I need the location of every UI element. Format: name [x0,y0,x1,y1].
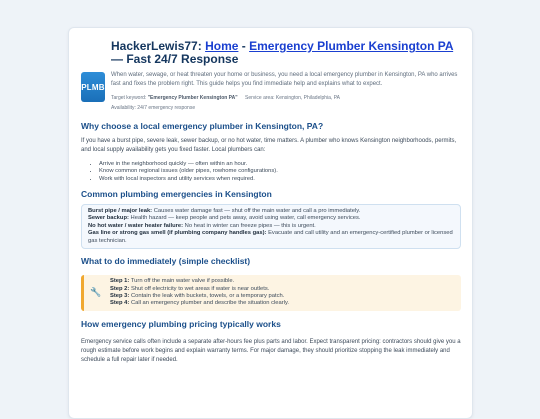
emergency-desc: Evacuate and call utility and an emergency-certified plumber or licensed gas technician. [88,230,453,244]
checklist-step [110,293,289,300]
step-text: Shut off electricity to wet areas if water is near outlets. [129,285,270,292]
service-area: Service area: Kensington, Philadelphia, PA [245,95,340,102]
page-title [111,40,461,66]
step-label: Step 4: [110,300,130,307]
emergency-item [88,208,454,215]
checklist-step [110,286,289,293]
section-heading: Why choose a local emergency plumber in Kensington, PA? [81,121,324,132]
plumbing-logo: PLMB [81,72,105,102]
emergency-term: Burst pipe / major leak: [88,208,153,215]
section-common [81,189,461,249]
checklist-step [110,300,289,307]
section-why [81,121,461,183]
title-rest: — Fast 24/7 Response [111,52,239,66]
section-heading: How emergency plumbing pricing typically works [81,318,281,329]
section-pricing [81,319,461,365]
step-label: Step 3: [110,292,130,299]
title-colon: : [197,39,206,53]
section-heading: What to do immediately (simple checklist) [81,256,251,267]
title-dash: - [238,39,250,53]
keyword-label: Target keyword: [111,95,147,102]
title-user: HackerLewis77 [111,39,198,53]
step-text: Call an emergency plumber and describe the situation clearly. [129,300,290,307]
emergency-item [88,230,454,245]
emergency-desc: No heat in winter can freeze pipes — this is urgent. [183,222,316,229]
meta-info [111,93,461,113]
article-card [68,27,473,419]
checklist-step [110,278,289,285]
step-text: Turn off the main water valve if possible. [129,278,235,285]
step-text: Contain the leak with buckets, towels, or a temporary patch. [129,292,285,299]
section-checklist [81,256,461,311]
list-item: • Arrive in the neighborhood quickly — often within an hour. [99,161,461,168]
wrench-icon: 🔧 [90,287,102,298]
checklist-callout [81,275,461,311]
list-item: • Know common regional issues (older pipes, rowhome configurations). [99,168,461,175]
keyword-value: "Emergency Plumber Kensington PA" [147,95,238,102]
emergency-box [81,204,461,249]
availability: Availability: 24/7 emergency response [111,105,196,112]
section-paragraph: If you have a burst pipe, severe leak, sewer backup, or no hot water, time matters. A plumber who knows Kensington neighborhoods, permits, and local supply availability gets you fixed faster. Local plumbers can: [81,138,457,154]
section-heading: Common plumbing emergencies in Kensington [81,189,272,200]
benefit-list [81,161,461,183]
checklist-steps [110,278,289,308]
emergency-item [88,215,454,222]
article-header [81,40,461,113]
emergency-term: Gas line or strong gas smell (if plumbing company handles gas): [88,230,267,237]
step-label: Step 2: [110,285,130,292]
section-paragraph: Emergency service calls often include a separate after-hours fee plus parts and labor. Expect transparent pricing: contractors should give you a rough estimate before work begins and explain warranty terms. For major damage, they should prioritize stopping the leak immediately and schedule a full repair later if needed. [81,338,461,363]
step-label: Step 1: [110,278,130,285]
emergency-desc: Causes water damage fast — shut off the main water and call a pro immediately. [152,208,361,215]
page-link[interactable]: Emergency Plumber Kensington PA [249,39,454,53]
emergency-desc: Health hazard — keep people and pets away, avoid using water, call emergency services. [128,215,361,222]
article-body [81,40,461,365]
emergency-term: No hot water / water heater failure: [88,222,184,229]
emergency-term: Sewer backup: [88,215,129,222]
emergency-item [88,223,454,230]
intro-paragraph: When water, sewage, or heat threaten your home or business, you need a local emergency plumber in Kensington, PA who arrives fast and fixes the problem right. This guide helps you find immediate help and explains what to expect. [111,72,458,87]
list-item: • Work with local inspectors and utility services when required. [99,176,461,183]
home-link[interactable]: Home [205,39,239,53]
meta-line-1 [111,93,461,103]
header-text [111,40,461,113]
